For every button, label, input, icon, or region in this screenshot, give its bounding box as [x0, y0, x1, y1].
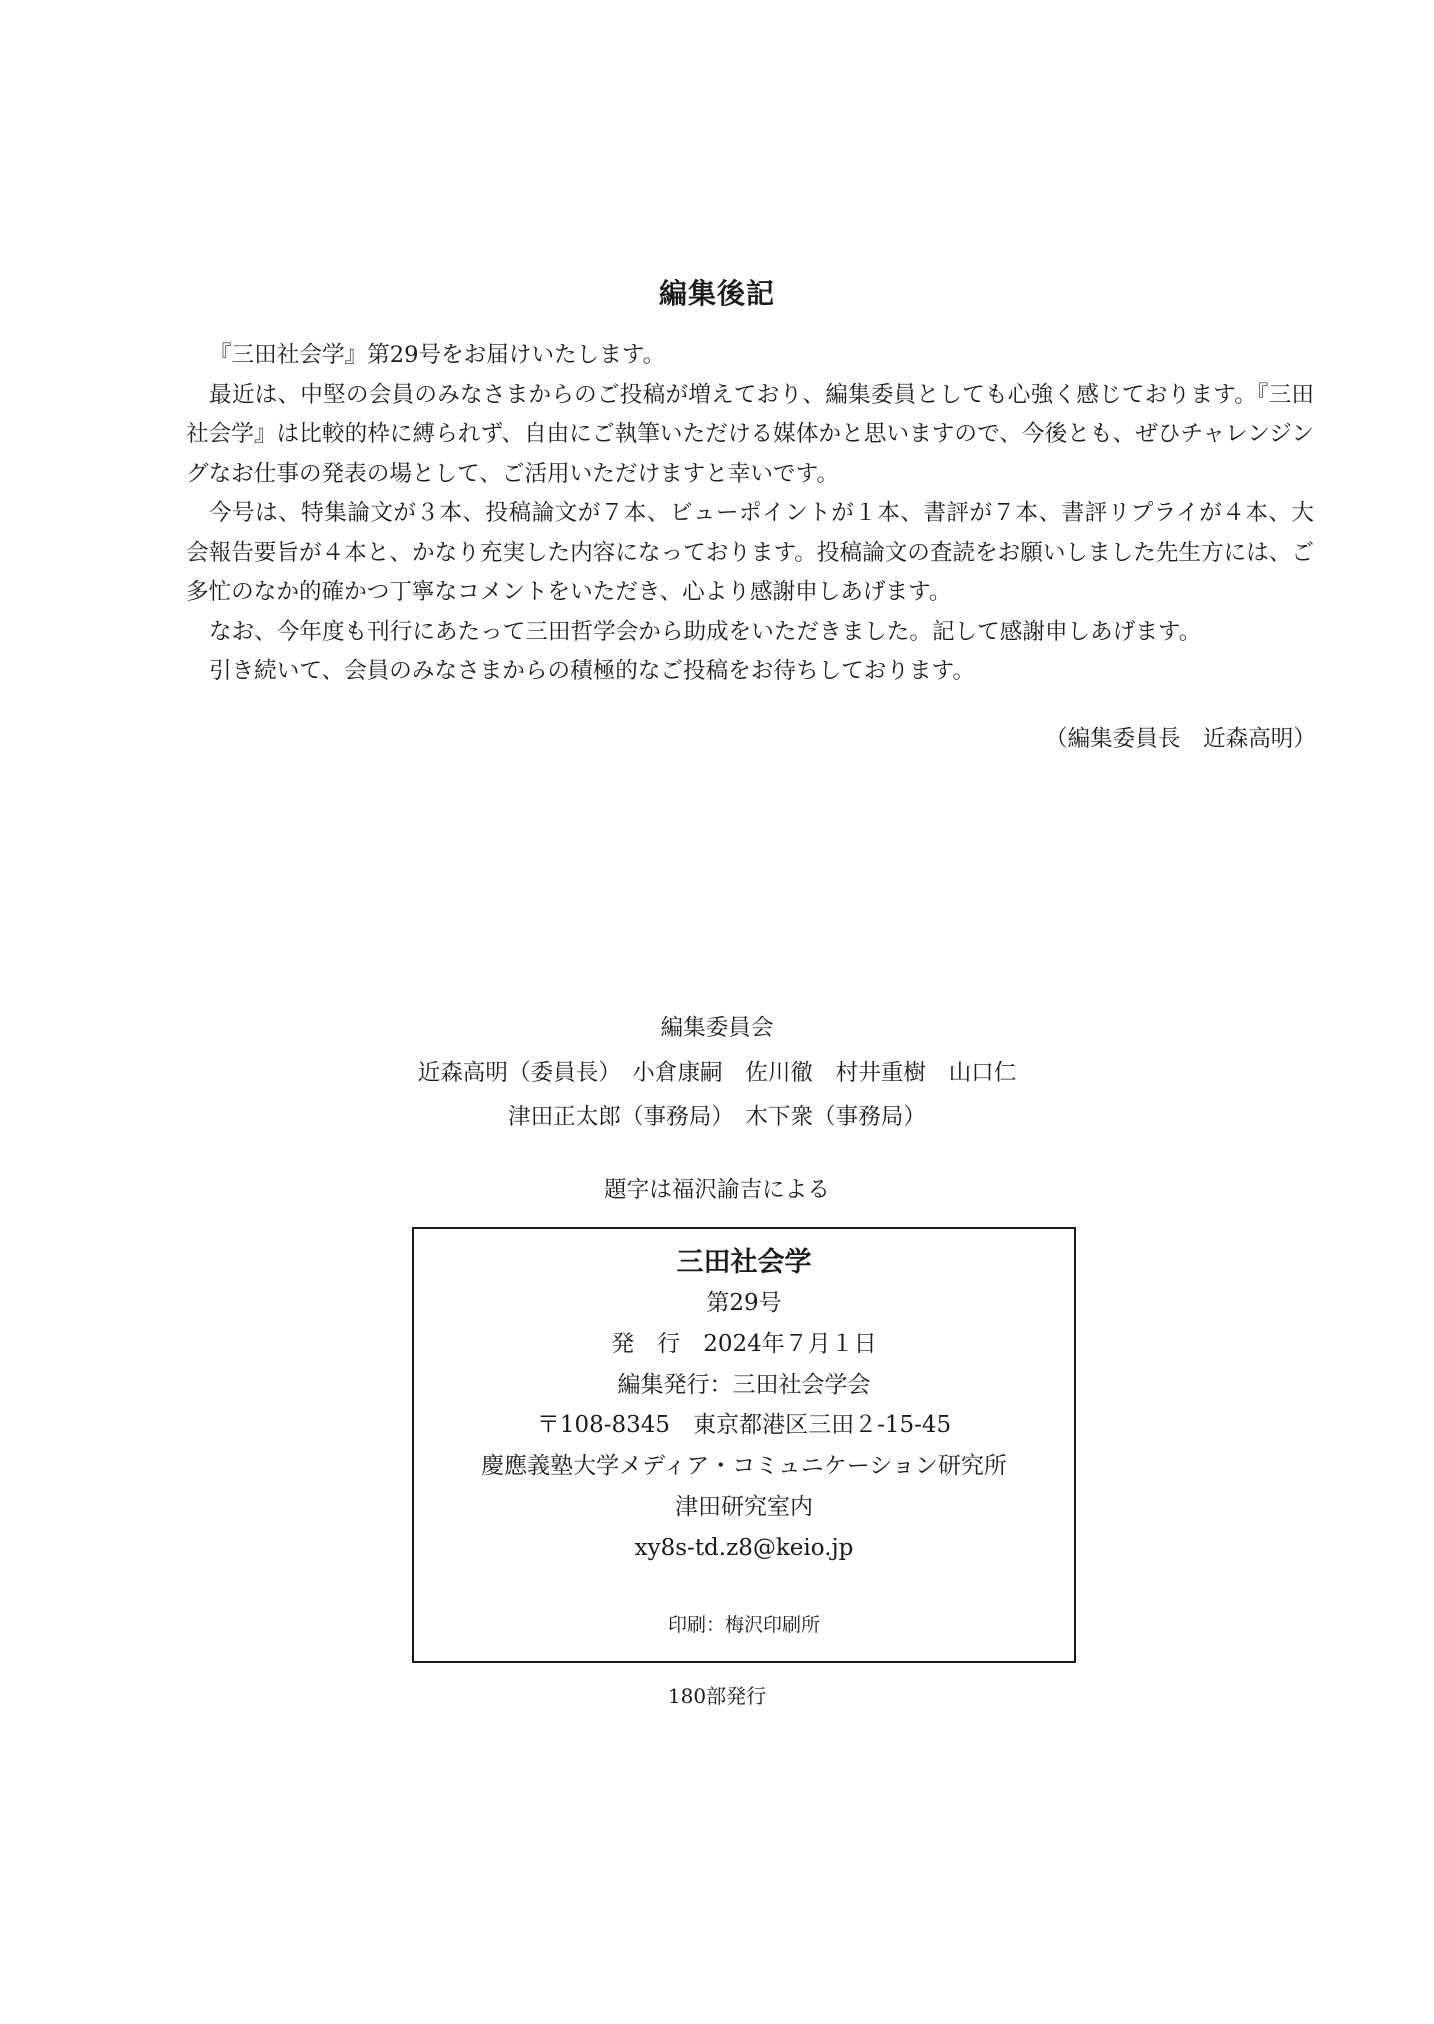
print-run: 180部発行	[667, 1684, 767, 1708]
committee-members-line1: 近森高明（委員長） 小倉康嗣 佐川徹 村井重樹 山口仁	[417, 1059, 1017, 1086]
journal-title: 三田社会学	[676, 1247, 812, 1278]
afterword-body	[186, 336, 1314, 692]
page-title: 編集後記	[658, 277, 775, 310]
paragraph-2: 最近は、中堅の会員のみなさまからのご投稿が増えており、編集委員としても心強く感じております。『三田社会学』は比較的枠に縛られず、自由にご執筆いただける媒体かと思いますので、今後とも、ぜひチャレンジングなお仕事の発表の場として、ご活用いただけますと幸いです。	[186, 381, 1314, 487]
office: 津田研究室内	[675, 1493, 813, 1520]
calligraphy-note: 題字は福沢諭吉による	[604, 1177, 830, 1203]
committee-members-line2: 津田正太郎（事務局） 木下衆（事務局）	[508, 1104, 926, 1130]
committee-heading: 編集委員会	[660, 1015, 774, 1041]
paragraph-3: 今号は、特集論文が３本、投稿論文が７本、ビューポイントが１本、書評が７本、書評リプライが４本、大会報告要旨が４本と、かなり充実した内容になっております。投稿論文の査読をお願いしました先生方には、ご多忙のなか的確かつ丁寧なコメントをいただき、心より感謝申しあげます。	[186, 500, 1314, 605]
email-address: xy8s-td.z8@keio.jp	[634, 1534, 854, 1561]
paragraph-1: 『三田社会学』第29号をお届けいたします。	[209, 342, 666, 368]
issue-number: 第29号	[706, 1290, 782, 1316]
publisher: 編集発行：三田社会学会	[617, 1371, 871, 1398]
editor-signature: （編集委員長 近森高明）	[1044, 726, 1316, 752]
printer: 印刷：梅沢印刷所	[667, 1614, 820, 1636]
paragraph-4: なお、今年度も刊行にあたって三田哲学会から助成をいただきました。記して感謝申しあげます。	[209, 618, 1202, 645]
institute: 慶應義塾大学メディア・コミュニケーション研究所	[481, 1453, 1007, 1480]
issue-date: 発 行 2024年７月１日	[611, 1330, 877, 1357]
colophon-box	[412, 1227, 1076, 1663]
paragraph-5: 引き続いて、会員のみなさまからの積極的なご投稿をお待ちしております。	[209, 658, 975, 684]
address: 〒108-8345 東京都港区三田２-15-45	[536, 1412, 952, 1439]
editorial-committee	[0, 1006, 1434, 1140]
